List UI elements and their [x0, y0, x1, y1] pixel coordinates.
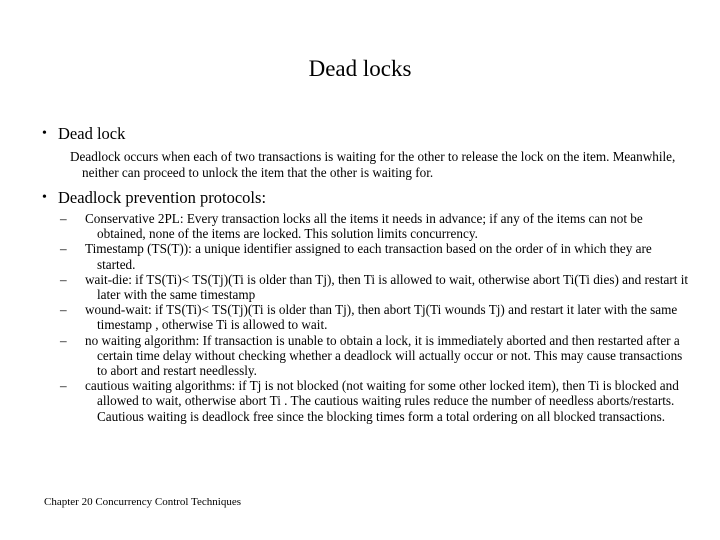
slide-footer: Chapter 20 Concurrency Control Techniques [44, 496, 241, 508]
list-item: – cautious waiting algorithms: if Tj is not blocked (not waiting for some other locked item), then Ti is blocked and allowed to wait, otherwise abort Ti . The cautious waiting rules reduce the number of needless aborts/restarts. Cautious waiting is deadlock free since the blocking times form a total ordering on all blocked transactions. [60, 378, 679, 424]
list-item: – wait-die: if TS(Ti)< TS(Tj)(Ti is older than Tj), then Ti is allowed to wait, otherwise abort Ti(Ti dies) and restart it later with the same timestamp [60, 271, 689, 303]
bullet-heading: Deadlock prevention protocols: [58, 188, 267, 207]
bullet-heading: Dead lock [58, 124, 126, 143]
slide-content [0, 124, 720, 424]
bullet-prevention-protocols [0, 188, 698, 207]
list-item: – no waiting algorithm: If transaction is unable to obtain a lock, it is immediately aborted and then restarted after a certain time delay without checking whether a deadlock will actually occur or not. This may cause transactions to abort and restart needlessly. [60, 332, 683, 379]
bullet-dot-icon: • [42, 190, 47, 205]
bullet-dead-lock [0, 124, 698, 143]
protocol-list [0, 211, 720, 424]
list-item: – wound-wait: if TS(Ti)< TS(Tj)(Ti is older than Tj), then abort Tj(Ti wounds Tj) and restart it later with the same timestamp , otherwise Ti is allowed to wait. [60, 302, 678, 333]
list-item: – Conservative 2PL: Every transaction locks all the items it needs in advance; if any of the items can not be obtained, none of the items are locked. This solution limits concurrency. [60, 211, 643, 242]
list-item: – Timestamp (TS(T)): a unique identifier assigned to each transaction based on the order of in which they are started. [60, 241, 652, 272]
deadlock-definition: Deadlock occurs when each of two transactions is waiting for the other to release the lock on the item. Meanwhile, neither can proceed to unlock the item that the other is waiting for. [70, 149, 676, 180]
slide-title: Dead locks [308, 56, 412, 81]
bullet-dot-icon: • [42, 126, 47, 141]
